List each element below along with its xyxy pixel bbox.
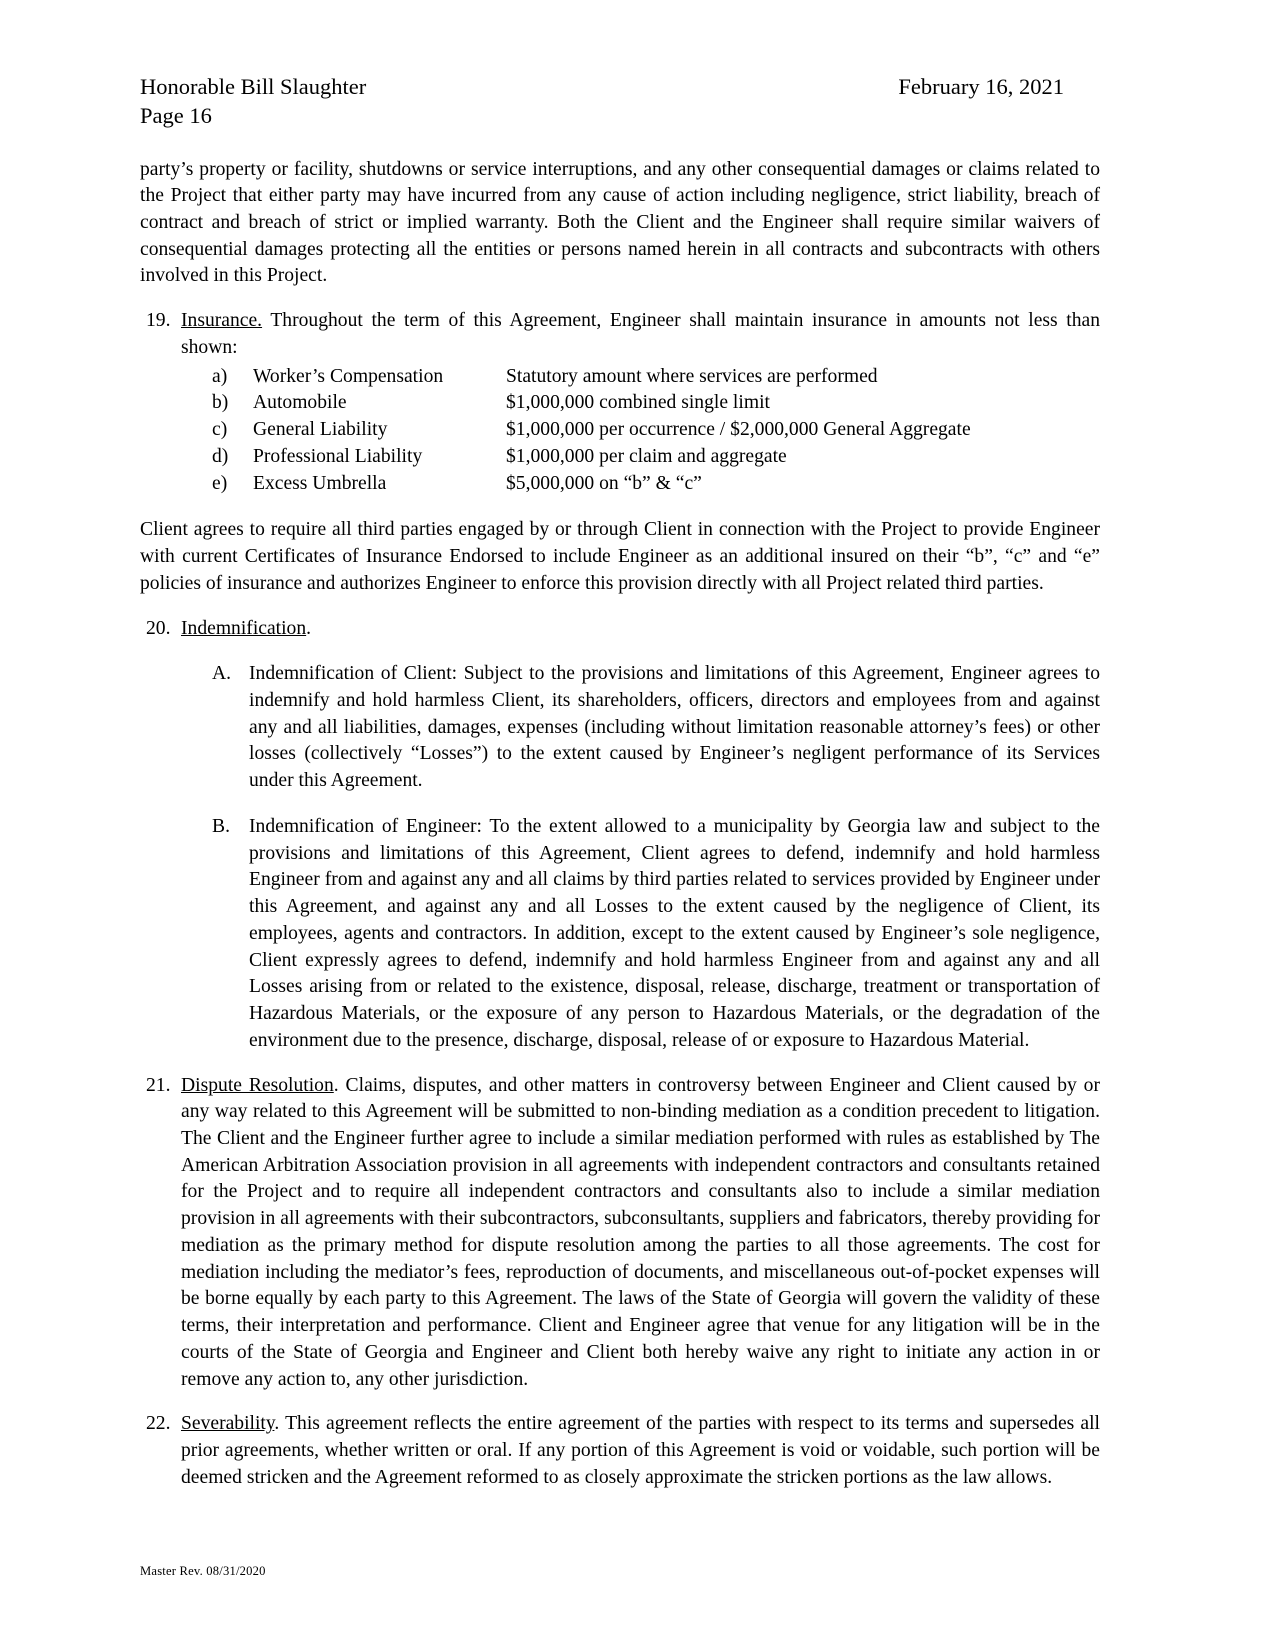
- section-22-body: [181, 1411, 1100, 1491]
- insurance-item-letter: b): [212, 392, 229, 414]
- insurance-item-name: Worker’s Compensation: [253, 365, 444, 387]
- section-19-body: [181, 308, 1100, 361]
- insurance-list: [212, 364, 1100, 498]
- insurance-item-value: $5,000,000 on “b” & “c”: [506, 472, 702, 494]
- section-20-heading-suffix: .: [306, 617, 312, 639]
- subsection-a-letter: A.: [212, 663, 232, 685]
- insurance-item-letter: e): [212, 472, 228, 494]
- section-21-body: [181, 1073, 1100, 1394]
- insurance-item-name: General Liability: [253, 419, 388, 441]
- spacer: [140, 497, 1100, 517]
- header-left: [140, 72, 366, 131]
- header-date: February 16, 2021: [898, 74, 1064, 99]
- insurance-item-letter: d): [212, 445, 229, 467]
- insurance-list-item: [212, 444, 1100, 471]
- section-20-subsection-b: [212, 814, 1100, 1055]
- subsection-b-letter: B.: [212, 815, 230, 837]
- section-20-heading: Indemnification: [181, 617, 307, 639]
- section-20-subsection-a: [212, 661, 1100, 795]
- insurance-item-name: Excess Umbrella: [253, 472, 387, 494]
- section-20-indemnification: [140, 616, 1100, 643]
- page-footer: [140, 1564, 266, 1579]
- insurance-item-letter: a): [212, 365, 228, 387]
- section-20-body: [181, 616, 1100, 643]
- section-19-heading: Insurance.: [181, 310, 263, 332]
- section-21-heading: Dispute Resolution: [181, 1074, 334, 1096]
- section-19-number: 19.: [146, 310, 171, 332]
- insurance-item-value: $1,000,000 combined single limit: [506, 392, 770, 414]
- insurance-list-item: [212, 364, 1100, 391]
- section-22-number: 22.: [146, 1413, 171, 1435]
- continued-paragraph: party’s property or facility, shutdowns or service interruptions, and any other consequential damages or claims related to the Project that either party may have incurred from any cause of action including negligence, strict liability, breach of contract and breach of strict or implied warranty. Both the Client and the Engineer shall require similar waivers of consequential damages protecting all the entities or persons named herein in all contracts and subcontracts with others involved in this Project.: [140, 158, 1100, 287]
- section-21-dispute-resolution: [140, 1073, 1100, 1394]
- insurance-item-name: Automobile: [253, 392, 347, 414]
- section-22-heading: Severability: [181, 1413, 275, 1435]
- section-19-insurance: [140, 308, 1100, 361]
- section-19-lead: Throughout the term of this Agreement, Engineer shall maintain insurance in amounts not less than shown:: [181, 310, 1100, 358]
- header-recipient: Honorable Bill Slaughter: [140, 74, 367, 99]
- subsection-a-text: Indemnification of Client: Subject to the provisions and limitations of this Agreement, Engineer agrees to indemnify and hold harmless Client, its shareholders, officers, directors and employees from and against any and all liabilities, damages, expenses (including without limitation reasonable attorney’s fees) or other losses (collectively “Losses”) to the extent caused by Engineer’s negligent performance of its Services under this Agreement.: [249, 663, 1100, 792]
- section-21-text: . Claims, disputes, and other matters in controversy between Engineer and Client caused by or any way related to this Agreement will be submitted to non-binding mediation as a condition precedent to litigation. The Client and the Engineer further agree to include a similar mediation performed with rules as established by The American Arbitration Association provision in all agreements with independent contractors and consultants retained for the Project and to require all independent contractors and consultants also to include a similar mediation provision in all agreements with their subcontractors, subconsultants, suppliers and fabricators, thereby providing for mediation as the primary method for dispute resolution among the parties to all those agreements. The cost for mediation including the mediator’s fees, reproduction of documents, and miscellaneous out-of-pocket expenses will be borne equally by each party to this Agreement. The laws of the State of Georgia will govern the validity of these terms, their interpretation and performance. Client and Engineer agree that venue for any litigation will be in the courts of the State of Georgia and Engineer and Client both hereby waive any right to initiate any action in or remove any action to, any other jurisdiction.: [181, 1074, 1101, 1390]
- insurance-list-item: [212, 417, 1100, 444]
- section-21-number: 21.: [146, 1074, 171, 1096]
- section-20-number: 20.: [146, 617, 171, 639]
- section-22-text: . This agreement reflects the entire agreement of the parties with respect to its terms and supersedes all prior agreements, whether written or oral. If any portion of this Agreement is void or voidable, such portion will be deemed stricken and the Agreement reformed to as closely approximate the stricken portions as the law allows.: [181, 1413, 1100, 1488]
- insurance-item-value: $1,000,000 per claim and aggregate: [506, 445, 787, 467]
- subsection-b-text: Indemnification of Engineer: To the extent allowed to a municipality by Georgia law and subject to the provisions and limitations of this Agreement, Client agrees to defend, indemnify and hold harmless Engineer from and against any and all claims by third parties related to services provided by Engineer under this Agreement, and against any and all Losses to the extent caused by the negligence of Client, its employees, agents and contractors. In addition, except to the extent caused by Engineer’s sole negligence, Client expressly agrees to defend, indemnify and hold harmless Engineer from and against any and all Losses arising from or related to the existence, disposal, release, discharge, treatment or transportation of Hazardous Materials, or the exposure of any person to Hazardous Materials, or the degradation of the environment due to the presence, discharge, disposal, release of or exposure to Hazardous Material.: [249, 815, 1100, 1051]
- header-right: [898, 72, 1100, 101]
- insurance-list-item: [212, 471, 1100, 498]
- footer-revision: Master Rev. 08/31/2020: [140, 1564, 266, 1578]
- insurance-item-letter: c): [212, 419, 228, 441]
- document-body: [140, 157, 1100, 1492]
- insurance-item-name: Professional Liability: [253, 445, 423, 467]
- insurance-item-value: $1,000,000 per occurrence / $2,000,000 General Aggregate: [506, 419, 971, 441]
- insurance-item-value: Statutory amount where services are performed: [506, 365, 878, 387]
- insurance-list-item: [212, 390, 1100, 417]
- page-header: [140, 72, 1100, 131]
- section-22-severability: [140, 1411, 1100, 1491]
- insurance-closing-paragraph: Client agrees to require all third parties engaged by or through Client in connection with the Project to provide Engineer with current Certificates of Insurance Endorsed to include Engineer as an additional insured on their “b”, “c” and “e” policies of insurance and authorizes Engineer to enforce this provision directly with all Project related third parties.: [140, 519, 1100, 594]
- header-page-number: Page 16: [140, 103, 212, 129]
